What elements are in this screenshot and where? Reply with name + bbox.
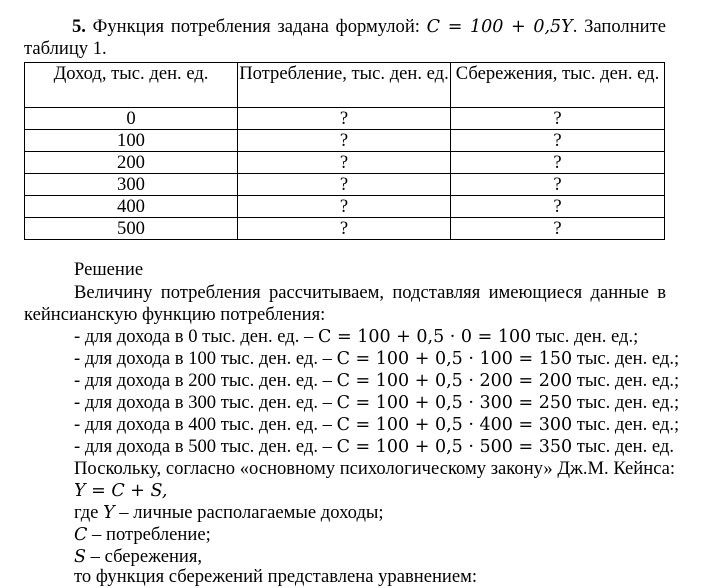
cell-consumption: ? — [238, 174, 451, 196]
problem-statement — [24, 16, 666, 60]
step-suffix: тыс. ден. ед. — [576, 436, 674, 457]
solution-heading: Решение — [74, 259, 144, 280]
where-y-text: – личные располагаемые доходы; — [119, 502, 384, 523]
s-symbol: S — [74, 547, 86, 567]
step-formula: C = 100 + 0,5 · 300 = 250 — [336, 393, 573, 413]
table-row — [25, 152, 665, 174]
table-1 — [24, 62, 665, 240]
y-symbol: Y — [103, 503, 115, 523]
step-suffix: тыс. ден. ед.; — [535, 326, 639, 347]
table-header-row — [25, 63, 665, 108]
where-y-line — [74, 502, 384, 524]
cell-savings: ? — [451, 196, 665, 218]
cell-consumption: ? — [238, 218, 451, 240]
step-formula: C = 100 + 0,5 · 100 = 150 — [336, 349, 573, 369]
step-prefix: - для дохода в 400 тыс. ден. ед. – — [74, 414, 332, 435]
header-income: Доход, тыс. ден. ед. — [25, 63, 238, 108]
step-prefix: - для дохода в 0 тыс. ден. ед. – — [74, 326, 314, 347]
step-line — [74, 436, 674, 458]
where-prefix: где — [74, 502, 99, 523]
step-suffix: тыс. ден. ед.; — [576, 414, 680, 435]
step-suffix: тыс. ден. ед.; — [576, 348, 680, 369]
table-row — [25, 218, 665, 240]
cell-income: 500 — [25, 218, 238, 240]
table-row — [25, 130, 665, 152]
step-line — [74, 392, 679, 414]
cell-consumption: ? — [238, 152, 451, 174]
header-consumption: Потребление, тыс. ден. ед. — [238, 63, 451, 108]
table-row — [25, 196, 665, 218]
c-text: – потребление; — [92, 524, 211, 545]
table-row — [25, 108, 665, 130]
c-definition-line — [74, 524, 211, 546]
step-formula: C = 100 + 0,5 · 400 = 300 — [336, 415, 573, 435]
cell-savings: ? — [451, 174, 665, 196]
problem-text-before: Функция потребления задана формулой: — [92, 16, 420, 37]
cell-savings: ? — [451, 218, 665, 240]
identity-formula: Y = C + S, — [74, 481, 168, 501]
cell-income: 300 — [25, 174, 238, 196]
cell-savings: ? — [451, 108, 665, 130]
step-line — [74, 370, 679, 392]
cell-savings: ? — [451, 130, 665, 152]
cell-consumption: ? — [238, 130, 451, 152]
step-prefix: - для дохода в 300 тыс. ден. ед. – — [74, 392, 332, 413]
final-line: то функция сбережений представлена уравнением: — [74, 566, 478, 587]
problem-text-after: . Заполните таблицу 1. — [24, 16, 666, 59]
step-line — [74, 348, 679, 370]
cell-income: 400 — [25, 196, 238, 218]
cell-consumption: ? — [238, 196, 451, 218]
step-suffix: тыс. ден. ед.; — [576, 392, 680, 413]
header-savings: Сбережения, тыс. ден. ед. — [451, 63, 665, 108]
step-formula: C = 100 + 0,5 · 500 = 350 — [336, 437, 573, 457]
cell-savings: ? — [451, 152, 665, 174]
c-symbol: C — [74, 525, 88, 545]
step-prefix: - для дохода в 100 тыс. ден. ед. – — [74, 348, 332, 369]
cell-income: 200 — [25, 152, 238, 174]
s-definition-line — [74, 546, 202, 568]
step-line — [74, 414, 679, 436]
step-line — [74, 326, 638, 348]
s-text: – сбережения, — [90, 546, 203, 567]
table-row — [25, 174, 665, 196]
step-suffix: тыс. ден. ед.; — [576, 370, 680, 391]
cell-consumption: ? — [238, 108, 451, 130]
solution-intro-line1: Величину потребления рассчитываем, подставляя имеющиеся данные в — [74, 282, 666, 303]
step-prefix: - для дохода в 500 тыс. ден. ед. – — [74, 436, 332, 457]
problem-number: 5. — [72, 16, 86, 37]
step-formula: C = 100 + 0,5 · 200 = 200 — [336, 371, 573, 391]
cell-income: 0 — [25, 108, 238, 130]
solution-intro-line2: кейнсианскую функцию потребления: — [24, 304, 326, 325]
keynes-line: Поскольку, согласно «основному психологическому закону» Дж.М. Кейнса: — [74, 458, 676, 479]
step-formula: C = 100 + 0,5 · 0 = 100 — [318, 327, 532, 347]
cell-income: 100 — [25, 130, 238, 152]
problem-formula: C = 100 + 0,5Y — [426, 17, 573, 37]
step-prefix: - для дохода в 200 тыс. ден. ед. – — [74, 370, 332, 391]
